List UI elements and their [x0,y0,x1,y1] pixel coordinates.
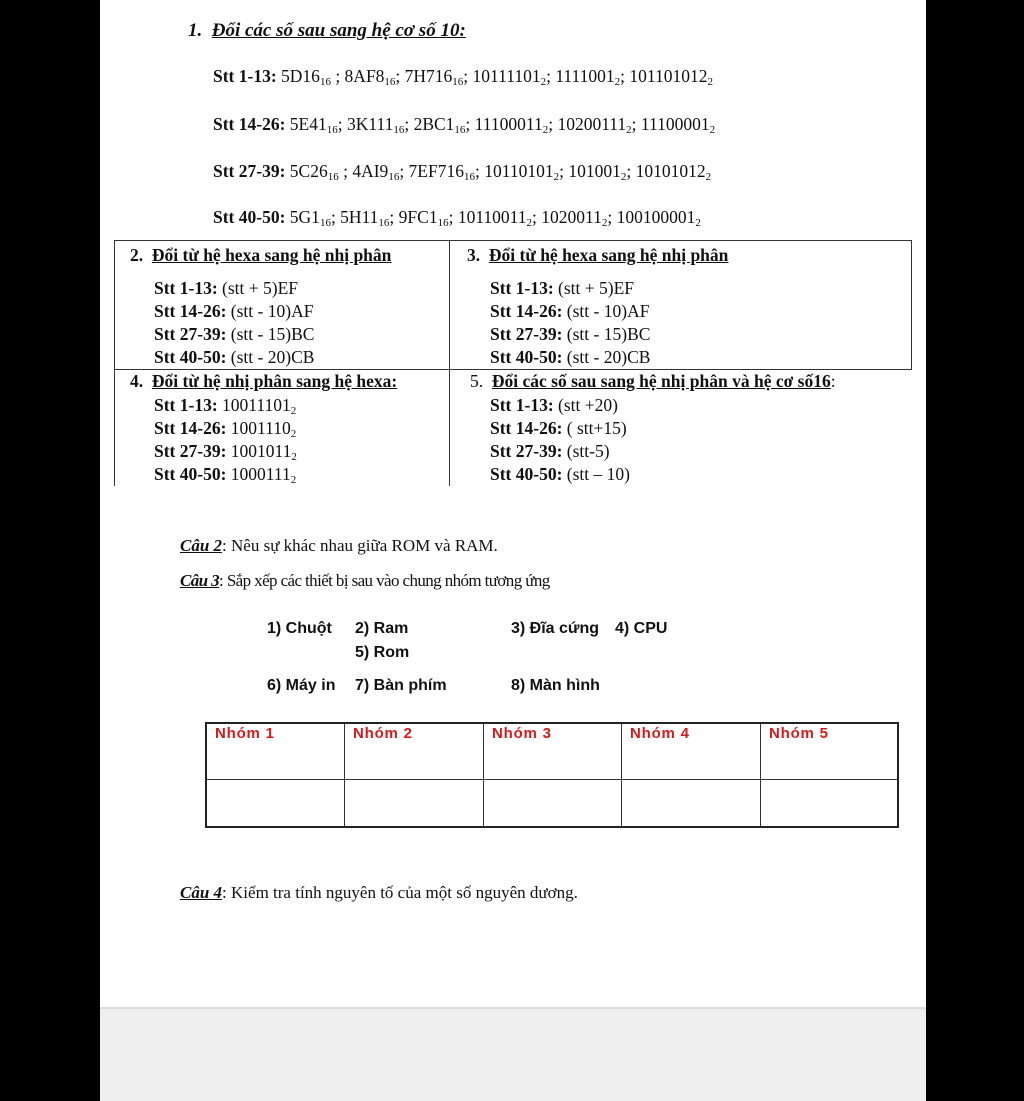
group-table [205,722,899,828]
q1-base-subscript: 16 [319,76,331,88]
group-cell-4 [622,780,761,826]
q1-base-subscript: 16 [327,171,339,183]
q2-line-2: Stt 14-26: (stt - 10)AF [154,301,314,321]
q4-title: 4. Đổi từ hệ nhị phân sang hệ hexa: [130,371,398,391]
device-1: 1) Chuột [267,620,332,637]
q1-line-3 [213,161,711,182]
q4-line-4: Stt 40-50: $1000111_2$ [154,464,297,486]
group-header-1: Nhóm 1 [207,724,345,780]
device-6: 6) Máy in [267,677,336,694]
q1-value: ; 7H716 [395,66,453,86]
group-header-5: Nhóm 5 [761,724,897,780]
q3-title: 3. Đổi từ hệ hexa sang hệ nhị phân [467,245,729,265]
q2-line-1: Stt 1-13: (stt + 5)EF [154,278,299,298]
q1-value: 5G1 [289,207,320,227]
q1-base-subscript: 2 [709,124,716,136]
conversion-table [114,240,912,486]
q1-value: ; 2BC1 [404,114,455,134]
q1-value: ; 1020011 [532,207,602,227]
q1-value: ; 11100001 [631,114,710,134]
q1-base-subscript: 16 [463,171,475,183]
cau-3: Câu 3: Sắp xếp các thiết bị sau vào chung nhóm tương ứng [180,571,550,590]
q1-value: ; 10101012 [626,161,706,181]
group-cell-5 [761,780,897,826]
device-3: 3) Đĩa cứng [511,620,600,637]
q1-value: 5D16 [281,66,320,86]
q1-base-subscript: 16 [319,217,331,229]
cau-4: Câu 4: Kiểm tra tính nguyên tố của một số nguyên dương. [180,883,578,902]
group-header-4: Nhóm 4 [622,724,761,780]
q1-value: ; 9FC1 [389,207,438,227]
q1-base-subscript: 2 [542,124,549,136]
question-1-number: 1. [188,20,203,41]
q1-line-2 [213,114,715,135]
q1-base-subscript: 16 [326,124,338,136]
q1-base-subscript: 16 [393,124,405,136]
q1-base-subscript: 2 [705,171,712,183]
q1-base-subscript: 16 [388,171,400,183]
q1-value: ; 10110011 [448,207,527,227]
q1-line-1 [213,66,713,87]
q4-line-3: Stt 27-39: $1001011_2$ [154,441,297,463]
q1-base-subscript: 2 [695,217,701,229]
q1-base-subscript: 2 [601,217,608,229]
q1-value: ; 101101012 [620,66,708,86]
q2-title: 2. Đổi từ hệ hexa sang hệ nhị phân [130,245,392,265]
viewer-footer [100,1007,926,1101]
question-1-title-text: Đổi các số sau sang hệ cơ số 10: [211,20,466,41]
q1-base-subscript: 2 [626,124,632,136]
q1-base-subscript: 16 [437,217,449,229]
q1-value: ; 101001 [559,161,621,181]
q1-value: ; 10110101 [474,161,554,181]
q4-line-2: Stt 14-26: $1001110_2$ [154,418,297,440]
group-cell-2 [345,780,484,826]
device-7: 7) Bàn phím [355,677,447,694]
q1-value: ; 3K111 [337,114,394,134]
device-2: 2) Ram [355,620,409,637]
q4-line-1: Stt 1-13: $10011101_2$ [154,395,297,417]
q5-line-1: Stt 1-13: (stt +20) [490,395,618,415]
group-cell-3 [484,780,622,826]
q1-value: 5E41 [289,114,327,134]
q1-base-subscript: 16 [384,76,396,88]
q3-line-2: Stt 14-26: (stt - 10)AF [490,301,650,321]
q1-line-label: Stt 27-39: [213,161,290,181]
q1-value: ; 11100011 [465,114,543,134]
question-1-title [188,20,466,42]
group-header-2: Nhóm 2 [345,724,484,780]
device-8: 8) Màn hình [511,677,600,694]
group-cell-1 [207,780,345,826]
q5-title: 5. Đổi các số sau sang hệ nhị phân và hệ cơ số16: [470,371,836,391]
q1-base-subscript: 16 [454,124,466,136]
device-4: 4) CPU [615,620,668,637]
device-5: 5) Rom [355,644,410,661]
q1-value: ; 10111101 [463,66,541,86]
q2-line-3: Stt 27-39: (stt - 15)BC [154,324,315,344]
q1-base-subscript: 2 [620,171,627,183]
q1-value: ; 10200111 [548,114,627,134]
q1-base-subscript: 16 [378,217,390,229]
q5-line-2: Stt 14-26: ( stt+15) [490,418,627,438]
q3-line-4: Stt 40-50: (stt - 20)CB [490,347,651,367]
q1-base-subscript: 2 [614,76,621,88]
q1-value: 5C26 [289,161,328,181]
q1-line-4 [213,207,701,228]
document-page [100,0,926,1007]
q1-line-label: Stt 1-13: [213,66,282,86]
q1-value: ; 5H11 [330,207,379,227]
q1-value: ; 100100001 [607,207,696,227]
q1-line-label: Stt 14-26: [213,114,290,134]
q1-base-subscript: 2 [553,171,560,183]
q1-value: ; 7EF716 [399,161,464,181]
q3-line-3: Stt 27-39: (stt - 15)BC [490,324,651,344]
q5-line-4: Stt 40-50: (stt – 10) [490,464,630,484]
q1-base-subscript: 2 [707,76,713,88]
q1-base-subscript: 2 [540,76,547,88]
q1-base-subscript: 2 [526,217,533,229]
q1-value: ; 4AI9 [338,161,389,181]
q1-value: ; 8AF8 [330,66,385,86]
q3-line-1: Stt 1-13: (stt + 5)EF [490,278,635,298]
cau-2: Câu 2: Nêu sự khác nhau giữa ROM và RAM. [180,536,498,555]
q2-line-4: Stt 40-50: (stt - 20)CB [154,347,315,367]
group-header-3: Nhóm 3 [484,724,622,780]
q1-base-subscript: 16 [452,76,464,88]
q1-value: ; 1111001 [546,66,615,86]
q1-line-label: Stt 40-50: [213,207,290,227]
q5-line-3: Stt 27-39: (stt-5) [490,441,610,461]
